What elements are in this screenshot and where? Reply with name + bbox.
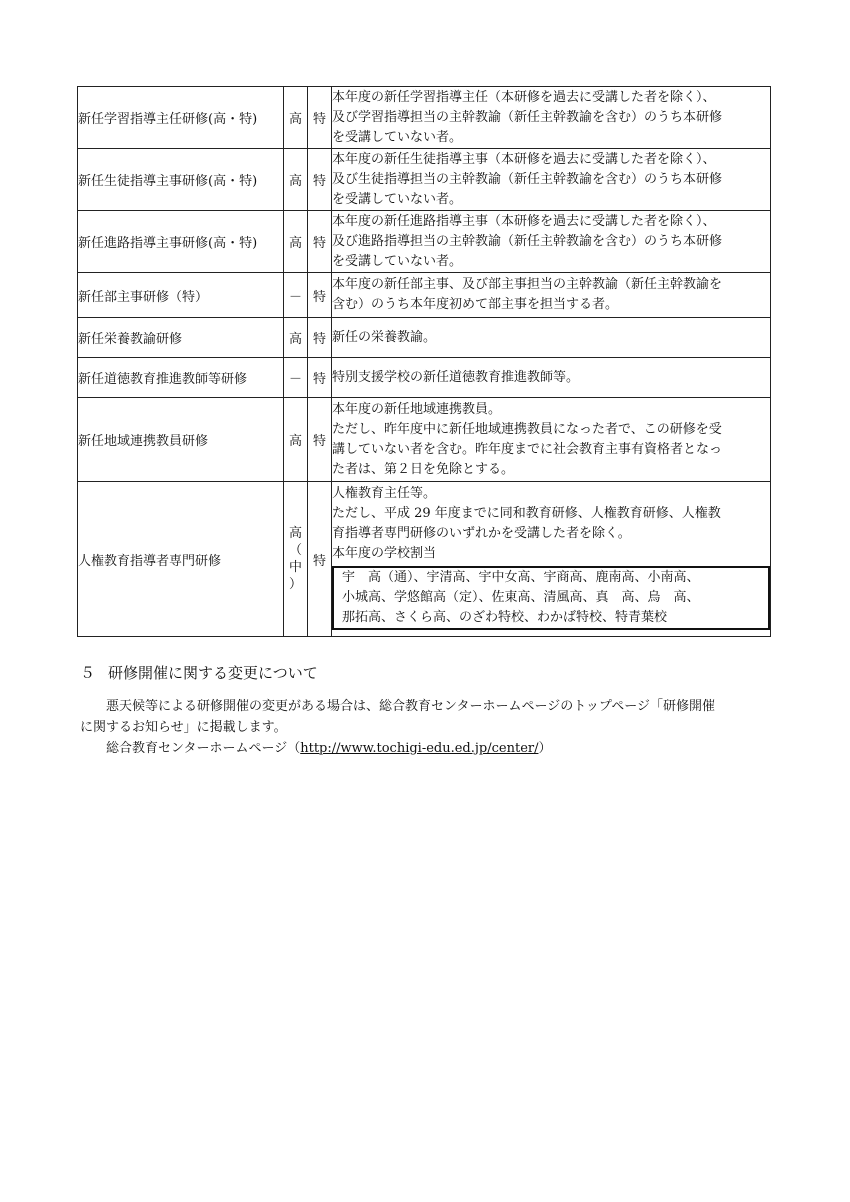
target-description: 本年度の新任部主事、及び部主事担当の主幹教諭（新任主幹教諭を 含む）のうち本年度初めて部主事を担当する者。 [332,273,771,318]
section-title: 研修開催に関する変更について [108,664,318,682]
homepage-link[interactable]: http://www.tochigi-edu.ed.jp/center/ [300,741,539,756]
school-type-special: 特 [308,273,332,318]
target-description: 人権教育主任等。 ただし、平成 29 年度までに同和教育研修、人権教育研修、人権教 育指導者専門研修のいずれかを受講した者を除く。 本年度の学校割当 宇 高（通）、宇清高、宇中女高、宇商高、鹿南高、小南高、 小城高、学悠館高（定）、佐東高、清風高、真 高、烏 高、 那拓高、さくら高、のざわ特校、わかば特校、特青葉校 [332,482,771,637]
school-type-high: － [284,358,308,398]
section-body [80,696,780,759]
training-name: 人権教育指導者専門研修 [78,482,284,637]
table-row [78,482,771,637]
training-name: 新任進路指導主事研修(高・特) [78,211,284,273]
school-type-high: 高 [284,211,308,273]
target-description: 本年度の新任学習指導主任（本研修を過去に受講した者を除く）、 及び学習指導担当の主幹教諭（新任主幹教諭を含む）のうち本研修 を受講していない者。 [332,87,771,149]
training-name: 新任学習指導主任研修(高・特) [78,87,284,149]
target-description: 特別支援学校の新任道徳教育推進教師等。 [332,358,771,398]
target-description: 新任の栄養教諭。 [332,318,771,358]
table-row [78,87,771,149]
school-type-special: 特 [308,482,332,637]
table-row [78,398,771,482]
school-type-high: 高 [284,318,308,358]
school-type-special: 特 [308,87,332,149]
training-name: 新任地域連携教員研修 [78,398,284,482]
center-homepage-line: 総合教育センターホームページ（http://www.tochigi-edu.ed.jp/center/） [106,741,552,756]
table-row [78,358,771,398]
section-heading [80,662,318,683]
target-description: 本年度の新任進路指導主事（本研修を過去に受講した者を除く）、 及び進路指導担当の主幹教諭（新任主幹教諭を含む）のうち本研修 を受講していない者。 [332,211,771,273]
school-type-high: 高 [284,398,308,482]
school-allocation-box: 宇 高（通）、宇清高、宇中女高、宇商高、鹿南高、小南高、 小城高、学悠館高（定）、佐東高、清風高、真 高、烏 高、 那拓高、さくら高、のざわ特校、わかば特校、特青葉校 [332,566,770,630]
table-row [78,273,771,318]
training-name: 新任道徳教育推進教師等研修 [78,358,284,398]
school-type-high: － [284,273,308,318]
training-name: 新任栄養教諭研修 [78,318,284,358]
table-row [78,211,771,273]
table-row [78,318,771,358]
school-type-special: 特 [308,149,332,211]
school-type-special: 特 [308,358,332,398]
school-type-high-junior: 高 （ 中 ） [284,482,308,637]
section-number: ５ [80,664,96,682]
school-type-high: 高 [284,87,308,149]
school-type-special: 特 [308,318,332,358]
school-type-special: 特 [308,398,332,482]
notice-paragraph-line1: 悪天候等による研修開催の変更がある場合は、総合教育センターホームページのトップページ「研修開催 [106,699,716,714]
notice-paragraph-line2: に関するお知らせ」に掲載します。 [80,720,287,735]
school-type-special: 特 [308,211,332,273]
training-table [77,86,771,637]
training-name: 新任生徒指導主事研修(高・特) [78,149,284,211]
table-row [78,149,771,211]
target-description: 本年度の新任地域連携教員。 ただし、昨年度中に新任地域連携教員になった者で、この研修を受 講していない者を含む。昨年度までに社会教育主事有資格者となっ た者は、第２日を免除とする。 [332,398,771,482]
training-name: 新任部主事研修（特） [78,273,284,318]
school-type-high: 高 [284,149,308,211]
target-description: 本年度の新任生徒指導主事（本研修を過去に受講した者を除く）、 及び生徒指導担当の主幹教諭（新任主幹教諭を含む）のうち本研修 を受講していない者。 [332,149,771,211]
